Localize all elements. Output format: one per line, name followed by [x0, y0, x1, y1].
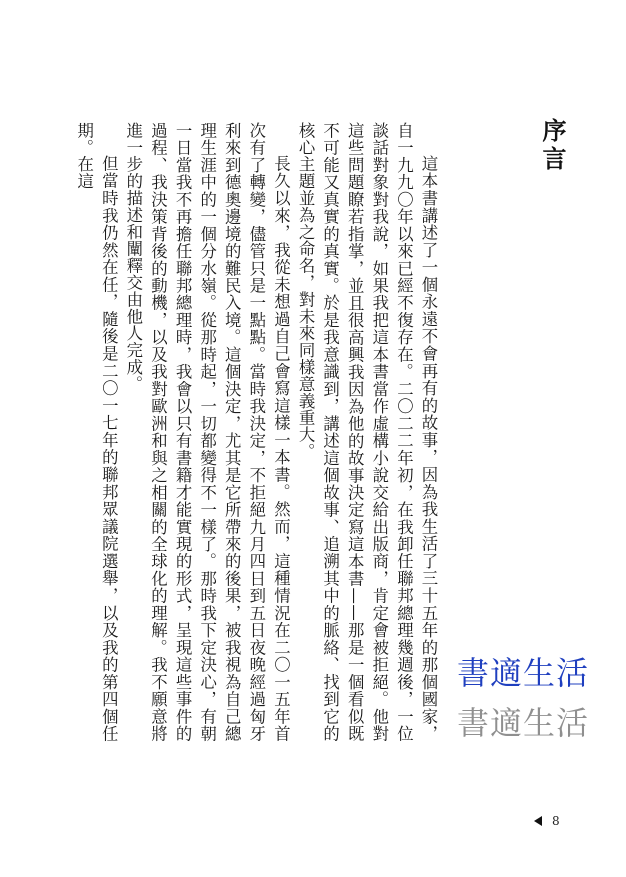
body-text — [74, 122, 440, 742]
chapter-title: 序言 — [538, 118, 567, 174]
page-number: 8 — [552, 814, 560, 828]
watermark-line-gray: 書適生活 — [457, 704, 590, 742]
paragraph-2: 長久以來，我從未想過自己會寫這樣一本書。然而，這種情況在二〇一五年首次有了轉變，儘管只是一點點。當時我決定，不拒絕九月四日到五日夜晚經過匈牙利來到德奧邊境的難民入境。這個決定，尤其是它所帶來的後果，被我視為自己總理生涯中的一個分水嶺。從那時起，一切都變得不一樣了。那時我下定決心，有朝一日當我不再擔任聯邦總理時，我會以只有書籍才能實現的形式，呈現這些事件的過程、我決策背後的動機，以及我對歐洲和與之相關的全球化的理解。我不願意將進一步的描述和闡釋交由他人完成。 — [123, 122, 291, 742]
page-footer — [534, 811, 560, 831]
paragraph-3: 但當時我仍然在任，隨後是二〇一七年的聯邦眾議院選舉，以及我的第四個任期。在這 — [74, 122, 119, 742]
left-arrow-icon — [534, 816, 542, 826]
paragraph-1: 這本書講述了一個永遠不會再有的故事，因為我生活了三十五年的那個國家，自一九九〇年以來已經不復存在。二〇二二年初，在我卸任聯邦總理幾週後，一位談話對象對我說，如果我把這本書當作虛構小說交給出版商，肯定會被拒絕。他對這些問題瞭若指掌，並且很高興我因為他的故事決定寫這本書——那是一個看似既不可能又真實的真實。於是我意識到，講述這個故事、追溯其中的脈絡、找到它的核心主題並為之命名，對未來同樣意義重大。 — [296, 122, 438, 742]
watermark-logo — [457, 648, 607, 748]
watermark-line-blue: 書適生活 — [457, 654, 590, 692]
